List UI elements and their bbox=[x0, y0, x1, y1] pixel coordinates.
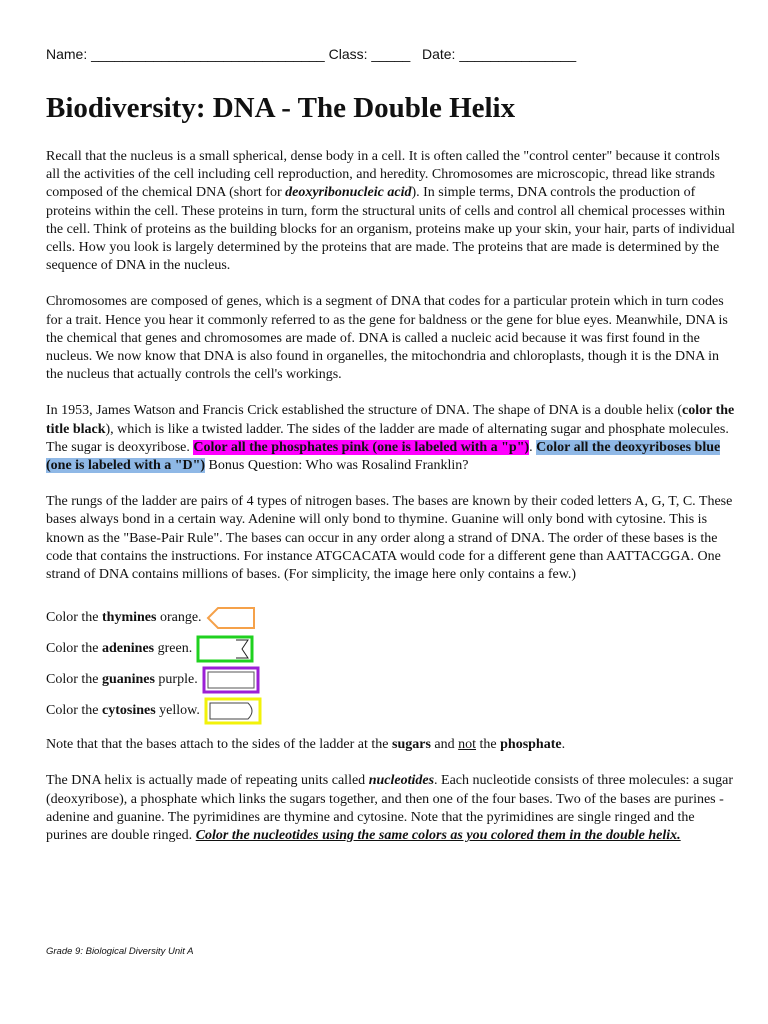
legend-row-adenines bbox=[46, 633, 736, 664]
instruction-title-black: color the title black bbox=[46, 403, 735, 437]
bonus-question: Bonus Question: Who was Rosalind Franklin? bbox=[205, 458, 469, 474]
page-title: Biodiversity: DNA - The Double Helix bbox=[46, 92, 516, 124]
paragraph-bases: The rungs of the ladder are pairs of 4 types of nitrogen bases. The bases are known by their coded letters A, G, T, C. These bases always bond in a certain way. Adenine will only bond to thymine. Guanine will only bond with cytosine. This is known as the "Base-Pair Rule". The bases can occur in any order along a strand of DNA. The order of these bases is the code that contains the instructions. For instance ATGCACATA would code for a different gene than AATTACGGA. One strand of DNA contains millions of bases. (For simplicity, the image here only contains a few.) bbox=[46, 494, 733, 583]
text: Color the bbox=[46, 609, 102, 625]
paragraph-nucleus bbox=[46, 148, 736, 275]
legend-row-cytosines bbox=[46, 695, 736, 726]
base-color-legend bbox=[46, 602, 736, 726]
page-footer: Grade 9: Biological Diversity Unit A bbox=[46, 946, 194, 957]
legend-row-thymines bbox=[46, 602, 736, 633]
name-class-date-line: Name: ______________________________ Class: _____ Date: _______________ bbox=[46, 46, 577, 62]
base-name: cytosines bbox=[102, 702, 156, 718]
text: ). In simple terms, DNA controls the production of proteins within the cell. These proteins in turn, form the structural units of cells and control all chemical processes within the cell. Think of proteins as the building blocks for an organism, proteins make up your skin, your hair, parts of individual cells. How you look is largely determined by the proteins that are made. The proteins that are made is determined by the sequence of DNA in the nucleus. bbox=[46, 185, 736, 274]
text: ), which is like a twisted ladder. The sides of the ladder are made of alternating sugar and phosphate molecules. The sugar is deoxyribose. bbox=[46, 421, 729, 455]
paragraph-structure bbox=[46, 402, 736, 475]
paragraph-chromosomes: Chromosomes are composed of genes, which is a segment of DNA that codes for a particular protein which in turn codes for a trait. Hence you hear it commonly referred to as the gene for baldness or the gene for blue eyes. Meanwhile, DNA is the chemical that genes and chromosomes are made of. DNA is called a nucleic acid because it was first found in the nucleus. We now know that DNA is also found in organelles, the mitochondria and chloroplasts, though it is the DNA in the nucleus that actually controls the cell's workings. bbox=[46, 294, 728, 383]
guanine-shape-icon bbox=[202, 666, 260, 694]
instruction-color-nucleotides: Color the nucleotides using the same colors as you colored them in the double helix. bbox=[195, 828, 681, 844]
text: green. bbox=[154, 640, 193, 656]
legend-label bbox=[46, 671, 198, 689]
text: Note that that the bases attach to the sides of the ladder at the bbox=[46, 737, 392, 753]
text: yellow. bbox=[155, 702, 200, 718]
paragraph-attachment-note bbox=[46, 736, 736, 754]
legend-row-guanines bbox=[46, 664, 736, 695]
text: and bbox=[430, 737, 459, 753]
term-sugars: sugars bbox=[392, 737, 431, 753]
term-deoxyribonucleic-acid: deoxyribonucleic acid bbox=[285, 185, 412, 201]
text: the bbox=[476, 737, 501, 753]
text: . bbox=[561, 737, 566, 753]
text: Recall that the nucleus is a small spherical, dense body in a cell. It is often called the "control center" because it controls all the activities of the cell including cell reproduction, and heredity. Chromosomes are microscopic, thread like strands composed of the chemical DNA (short for bbox=[46, 149, 720, 201]
instruction-deoxyriboses-blue: Color all the deoxyriboses blue (one is labeled with a "D") bbox=[46, 439, 721, 474]
term-not: not bbox=[458, 737, 477, 753]
base-name: adenines bbox=[102, 640, 155, 656]
legend-label bbox=[46, 609, 202, 627]
text: orange. bbox=[156, 609, 202, 625]
text: . Each nucleotide consists of three molecules: a sugar (deoxyribose), a phosphate which links the sugars together, and then one of the four bases. Two of the bases are purines - adenine and guanine. The pyrimidines are thymine and cytosine. Note that the pyrimidines are single ringed and the purines are double ringed. bbox=[46, 773, 733, 844]
legend-label bbox=[46, 702, 200, 720]
paragraph-nucleotides bbox=[46, 772, 736, 845]
text: The DNA helix is actually made of repeating units called bbox=[46, 773, 369, 789]
worksheet-body bbox=[46, 148, 736, 863]
term-phosphate: phosphate bbox=[500, 737, 562, 753]
text: In 1953, James Watson and Francis Crick established the structure of DNA. The shape of DNA is a double helix ( bbox=[46, 403, 683, 419]
text: Color the bbox=[46, 671, 102, 687]
base-name: guanines bbox=[102, 671, 155, 687]
text: . bbox=[529, 439, 537, 455]
instruction-phosphates-pink: Color all the phosphates pink (one is labeled with a "p") bbox=[193, 439, 530, 455]
base-name: thymines bbox=[102, 609, 157, 625]
text: purple. bbox=[154, 671, 198, 687]
thymine-shape-icon bbox=[206, 606, 256, 630]
text: Color the bbox=[46, 702, 102, 718]
legend-label bbox=[46, 640, 192, 658]
term-nucleotides: nucleotides bbox=[368, 773, 435, 789]
cytosine-shape-icon bbox=[204, 697, 262, 725]
text: Color the bbox=[46, 640, 102, 656]
adenine-shape-icon bbox=[196, 635, 254, 663]
